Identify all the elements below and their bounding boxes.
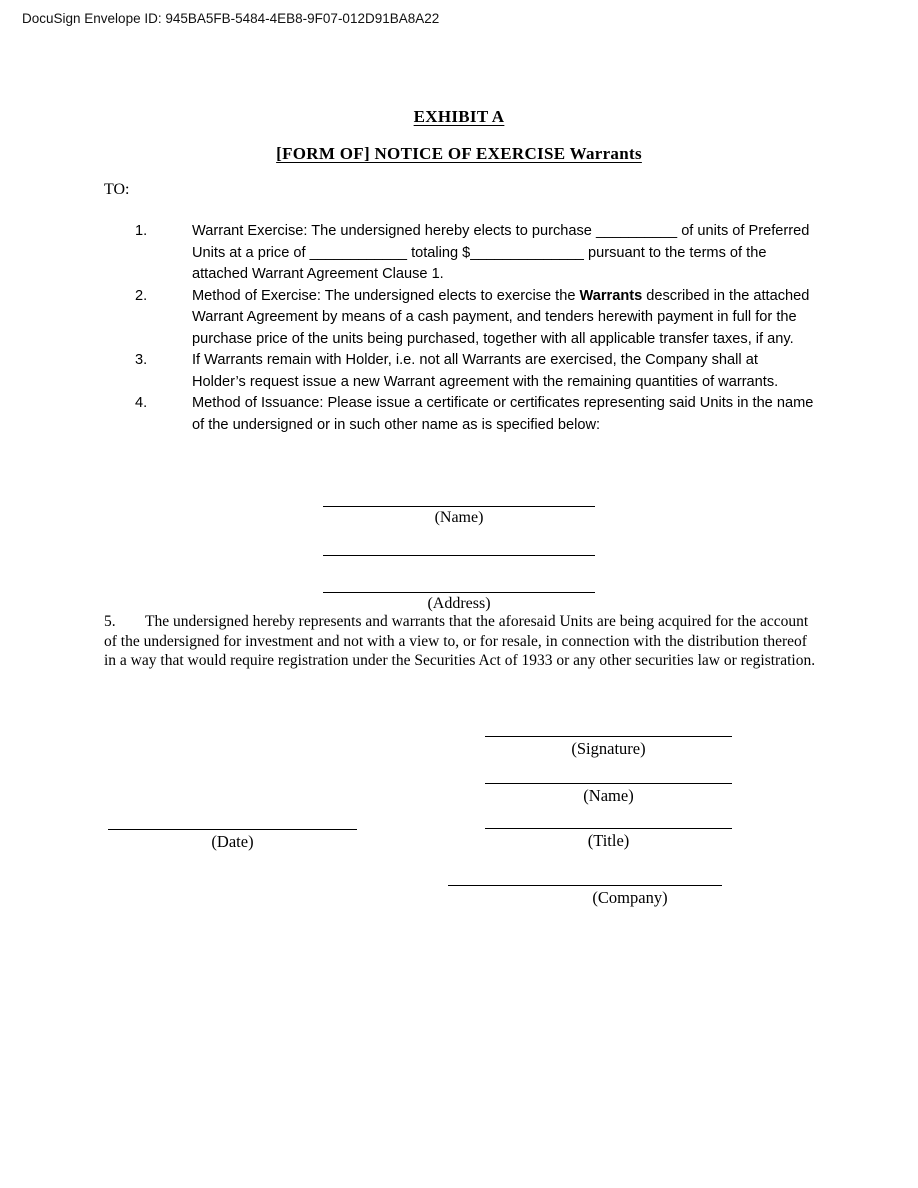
- item-2-text: [192, 286, 814, 351]
- item-4-text: Method of Issuance: Please issue a certificate or certificates representing said Units in the name of the undersigned or in such other name as is specified below:: [192, 395, 814, 433]
- recipient-address-fill-line: [323, 592, 595, 593]
- signature-label: (Signature): [571, 739, 646, 758]
- signer-name-fill-line: [485, 783, 732, 784]
- numbered-list: [135, 221, 815, 436]
- item-4-number: 4.: [135, 395, 148, 411]
- company-label: (Company): [592, 888, 668, 907]
- item-3-text: If Warrants remain with Holder, i.e. not all Warrants are exercised, the Company shall at Holder’s request issue a new Warrant agreement with the remaining quantities of warrants.: [192, 352, 779, 390]
- addressee-to-label: TO:: [104, 181, 130, 198]
- company-fill-line: [448, 885, 722, 886]
- list-item-4: [135, 393, 815, 436]
- form-of-notice-subtitle: [FORM OF] NOTICE OF EXERCISE Warrants: [276, 144, 642, 163]
- recipient-address-label: (Address): [427, 595, 491, 612]
- date-label: (Date): [211, 832, 254, 851]
- docusign-envelope-id: DocuSign Envelope ID: 945BA5FB-5484-4EB8-9F07-012D91BA8A22: [22, 11, 440, 26]
- item-1-number: 1.: [135, 223, 148, 239]
- list-item-1: [135, 221, 815, 286]
- item-2-bold-word: Warrants: [579, 287, 643, 304]
- list-item-3: [135, 350, 815, 393]
- item-1-text: Warrant Exercise: The undersigned hereby elects to purchase __________ of units of Preferred Units at a price of ____________ totaling $______________ pursuant to the terms of the attached Warrant Agreement Clause 1.: [192, 223, 810, 282]
- exhibit-title: EXHIBIT A: [413, 107, 505, 126]
- signer-title-fill-line: [485, 828, 732, 829]
- date-fill-line: [108, 829, 357, 830]
- recipient-name-label: (Name): [434, 509, 484, 526]
- item-2-text-before-bold: Method of Exercise: The undersigned elects to exercise the: [192, 287, 580, 304]
- item-5-number: 5.: [104, 613, 116, 630]
- item-2-text-after-bold: described in the attached Warrant Agreement by means of a cash payment, and tenders herewith payment in full for the purchase price of the units being purchased, together with all applicable transfer taxes, if any.: [192, 287, 810, 347]
- paragraph-5: [104, 612, 818, 671]
- list-item-2: [135, 286, 815, 351]
- recipient-name-fill-line: [323, 506, 595, 507]
- item-3-number: 3.: [135, 352, 148, 368]
- signer-title-label: (Title): [587, 831, 630, 850]
- signer-name-label: (Name): [583, 786, 634, 805]
- signature-fill-line: [485, 736, 732, 737]
- recipient-blank-fill-line: [323, 555, 595, 556]
- item-5-text: The undersigned hereby represents and warrants that the aforesaid Units are being acquired for the account of the undersigned for investment and not with a view to, or for resale, in connection with the distribution thereof in a way that would require registration under the Securities Act of 1933 or any other securities law or registration.: [104, 613, 816, 670]
- item-2-number: 2.: [135, 287, 148, 304]
